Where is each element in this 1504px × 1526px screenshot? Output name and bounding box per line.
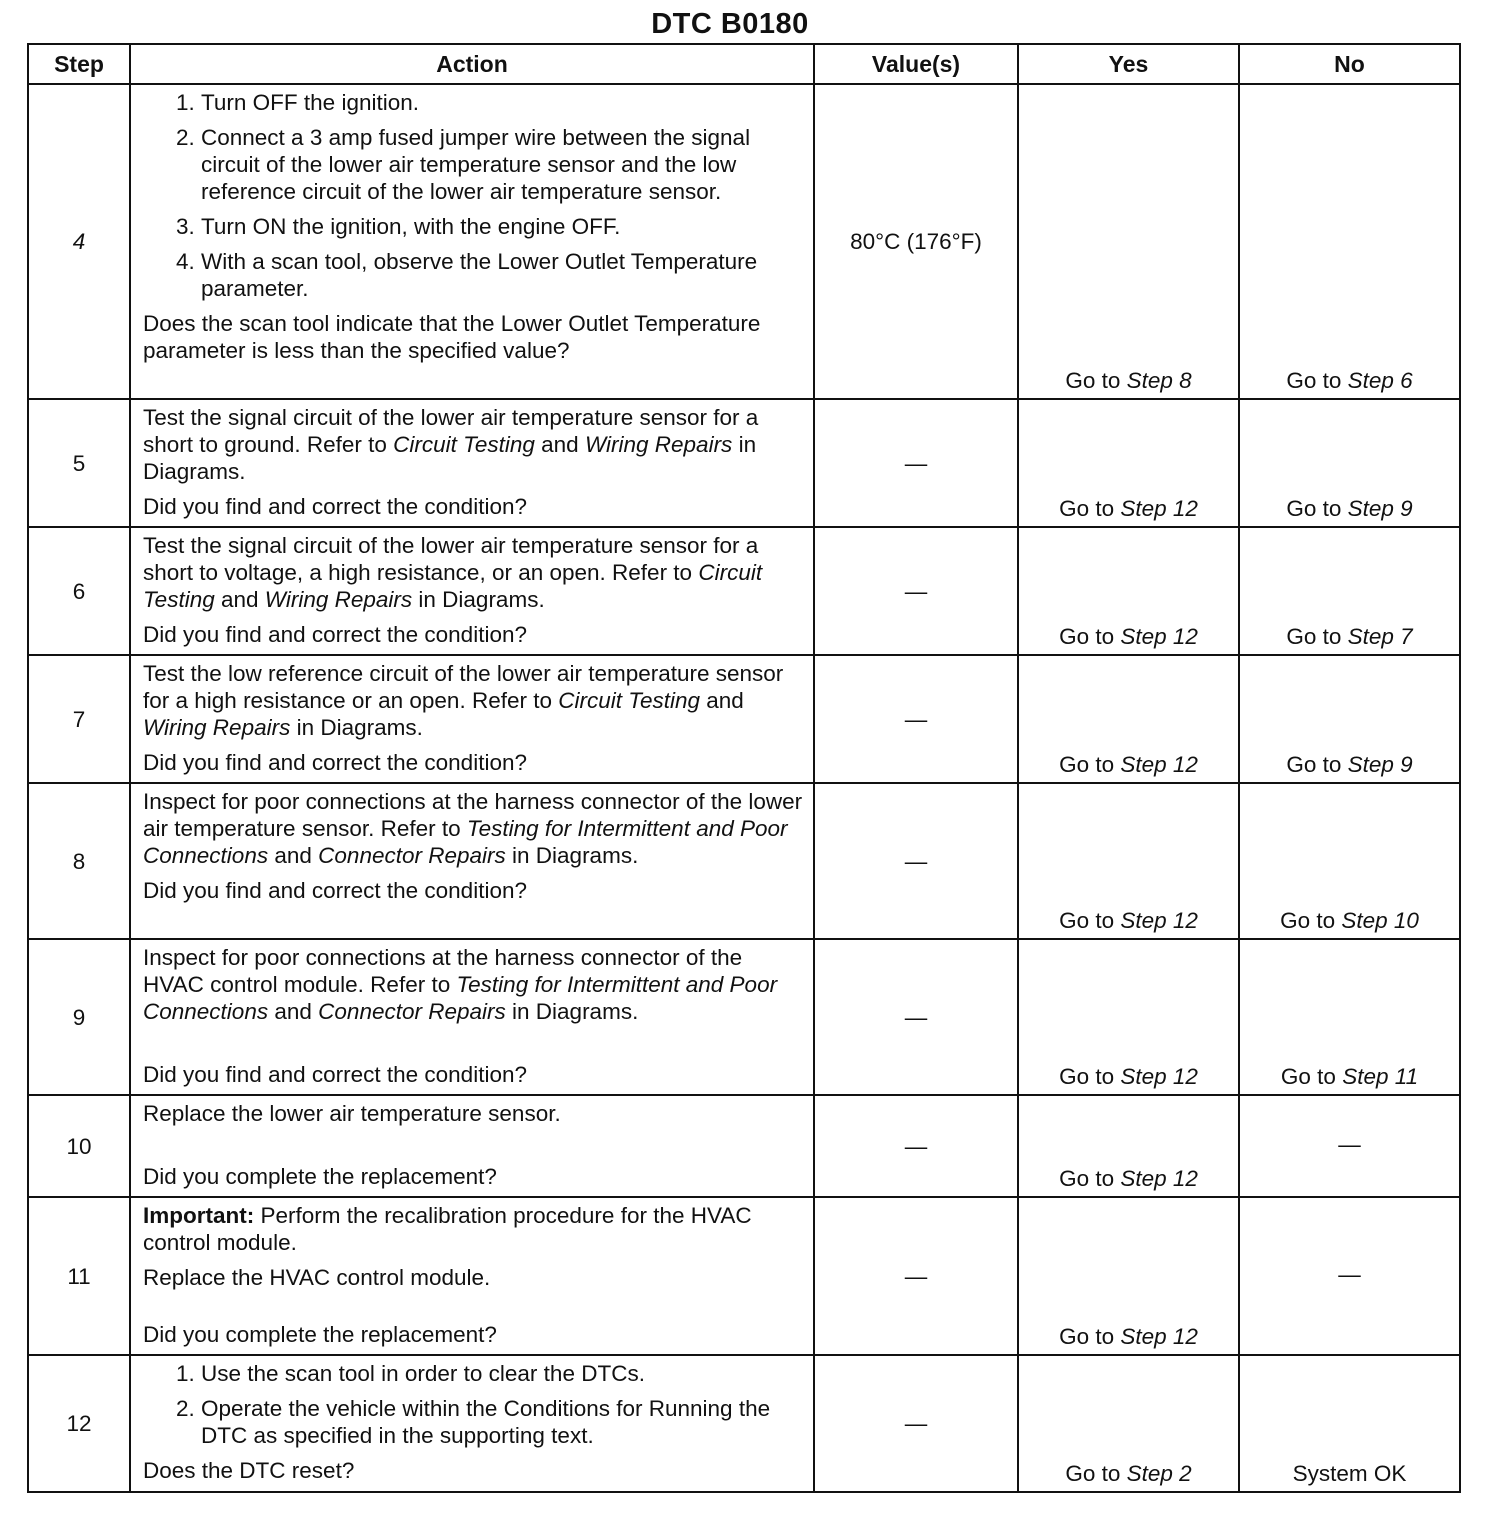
value-cell: — (814, 1355, 1018, 1492)
step-link: Step 12 (1120, 624, 1198, 649)
instruction-text: in Diagrams. (512, 843, 639, 868)
step-link: Step 12 (1120, 1064, 1198, 1089)
step-link: Step 2 (1126, 1461, 1192, 1486)
no-cell (1239, 399, 1460, 527)
important-note (143, 1202, 803, 1256)
instruction (143, 532, 803, 613)
step-number: 4 (28, 84, 130, 399)
goto-prefix: Go to (1286, 624, 1342, 649)
substep-list (143, 89, 803, 302)
question: Did you complete the replacement? (143, 1322, 497, 1347)
reference-wiring-repairs: Wiring Repairs (143, 715, 291, 740)
goto-prefix: Go to (1059, 908, 1115, 933)
goto-prefix: Go to (1065, 1461, 1121, 1486)
question: Did you find and correct the condition? (143, 1062, 527, 1087)
question: Did you find and correct the condition? (143, 622, 527, 647)
instruction-text: Inspect for poor connections at the harness connector of the lower air temperature sensor. Refer to (143, 789, 803, 841)
goto-prefix: Go to (1065, 368, 1121, 393)
instruction-text: and (706, 688, 744, 713)
step-link: Step 12 (1120, 1324, 1198, 1349)
instruction (143, 660, 803, 741)
instruction-text: and (274, 999, 312, 1024)
goto-prefix: Go to (1280, 908, 1336, 933)
yes-cell (1018, 655, 1239, 783)
reference-testing-intermittent: Testing for Intermittent and Poor Connections (143, 816, 788, 868)
no-cell: System OK (1239, 1355, 1460, 1492)
reference-circuit-testing: Circuit Testing (393, 432, 535, 457)
step-link: Step 7 (1347, 624, 1413, 649)
action-cell (130, 527, 814, 655)
step-number: 12 (28, 1355, 130, 1492)
question: Does the scan tool indicate that the Lower Outlet Temperature parameter is less than the specified value? (143, 311, 761, 363)
value-cell: 80°C (176°F) (814, 84, 1018, 399)
yes-cell (1018, 1355, 1239, 1492)
instruction (143, 404, 803, 485)
step-number: 6 (28, 527, 130, 655)
value-cell: — (814, 655, 1018, 783)
action-cell (130, 655, 814, 783)
step-number: 11 (28, 1197, 130, 1355)
reference-circuit-testing: Circuit Testing (143, 560, 763, 612)
substep: 3. Turn ON the ignition, with the engine OFF. (201, 213, 803, 240)
instruction-text: and (541, 432, 579, 457)
dtc-table (27, 43, 1461, 1493)
step-number: 10 (28, 1095, 130, 1197)
header-step: Step (28, 44, 130, 84)
question: Did you find and correct the condition? (143, 494, 527, 519)
step-link: Step 9 (1347, 496, 1413, 521)
instruction-text: and (274, 843, 312, 868)
action-cell (130, 783, 814, 939)
instruction-text: Test the signal circuit of the lower air temperature sensor for a short to voltage, a high resistance, or an open. Refer to (143, 533, 759, 585)
page-title: DTC B0180 (651, 8, 809, 40)
step-number: 5 (28, 399, 130, 527)
table-row (28, 655, 1460, 783)
substep: 2. Operate the vehicle within the Conditions for Running the DTC as specified in the supporting text. (201, 1395, 803, 1449)
yes-cell (1018, 399, 1239, 527)
step-link: Step 12 (1120, 496, 1198, 521)
instruction-text: in Diagrams. (418, 587, 545, 612)
action-cell (130, 1197, 814, 1355)
instruction-text: Test the signal circuit of the lower air temperature sensor for a short to ground. Refer to (143, 405, 759, 457)
no-cell (1239, 527, 1460, 655)
step-number: 7 (28, 655, 130, 783)
table-row (28, 527, 1460, 655)
value-cell: — (814, 527, 1018, 655)
substep-list (143, 1360, 803, 1449)
goto-prefix: Go to (1059, 496, 1115, 521)
yes-cell (1018, 1197, 1239, 1355)
table-row (28, 84, 1460, 399)
question: Does the DTC reset? (143, 1458, 355, 1483)
step-number: 9 (28, 939, 130, 1095)
instruction: Replace the HVAC control module. (143, 1265, 491, 1290)
instruction-text: Inspect for poor connections at the harness connector of the HVAC control module. Refer to (143, 945, 743, 997)
header-action: Action (130, 44, 814, 84)
no-cell: — (1239, 1095, 1460, 1197)
instruction-text: in Diagrams. (296, 715, 423, 740)
reference-connector-repairs: Connector Repairs (318, 843, 506, 868)
header-row (28, 44, 1460, 84)
instruction-text: and (220, 587, 259, 612)
value-cell: — (814, 1197, 1018, 1355)
goto-prefix: Go to (1286, 496, 1342, 521)
yes-cell (1018, 783, 1239, 939)
no-cell (1239, 939, 1460, 1095)
goto-prefix: Go to (1059, 624, 1115, 649)
action-cell (130, 1355, 814, 1492)
yes-cell (1018, 939, 1239, 1095)
goto-prefix: Go to (1059, 1166, 1115, 1191)
header-yes: Yes (1018, 44, 1239, 84)
goto-prefix: Go to (1059, 1324, 1115, 1349)
step-link: Step 9 (1347, 752, 1413, 777)
no-cell: — (1239, 1197, 1460, 1355)
substep: 4. With a scan tool, observe the Lower Outlet Temperature parameter. (201, 248, 803, 302)
step-link: Step 8 (1126, 368, 1192, 393)
reference-wiring-repairs: Wiring Repairs (264, 587, 413, 612)
important-text: Perform the recalibration procedure for the HVAC control module. (143, 1203, 752, 1255)
table-row (28, 1197, 1460, 1355)
action-cell (130, 1095, 814, 1197)
step-link: Step 10 (1341, 908, 1419, 933)
yes-cell (1018, 527, 1239, 655)
substep: 1. Use the scan tool in order to clear the DTCs. (201, 1360, 803, 1387)
substep: 2. Connect a 3 amp fused jumper wire between the signal circuit of the lower air temperature sensor and the low reference circuit of the lower air temperature sensor. (201, 124, 803, 205)
instruction-text: in Diagrams. (143, 432, 757, 484)
header-no: No (1239, 44, 1460, 84)
table-row (28, 399, 1460, 527)
instruction (143, 944, 803, 1025)
goto-prefix: Go to (1280, 1064, 1336, 1089)
step-link: Step 11 (1342, 1064, 1419, 1089)
goto-prefix: Go to (1059, 1064, 1115, 1089)
action-cell (130, 84, 814, 399)
action-cell (130, 399, 814, 527)
substep: 1. Turn OFF the ignition. (201, 89, 803, 116)
table-row (28, 1355, 1460, 1492)
instruction (143, 788, 803, 869)
goto-prefix: Go to (1286, 368, 1342, 393)
yes-cell (1018, 84, 1239, 399)
goto-prefix: Go to (1059, 752, 1115, 777)
no-cell (1239, 655, 1460, 783)
reference-wiring-repairs: Wiring Repairs (584, 432, 733, 457)
yes-cell (1018, 1095, 1239, 1197)
instruction: Replace the lower air temperature sensor. (143, 1101, 561, 1126)
value-cell: — (814, 1095, 1018, 1197)
step-number: 8 (28, 783, 130, 939)
step-link: Step 12 (1120, 908, 1198, 933)
no-cell (1239, 84, 1460, 399)
instruction-text: in Diagrams. (512, 999, 639, 1024)
table-row (28, 1095, 1460, 1197)
value-cell: — (814, 399, 1018, 527)
no-cell (1239, 783, 1460, 939)
reference-circuit-testing: Circuit Testing (558, 688, 700, 713)
step-link: Step 6 (1347, 368, 1413, 393)
question: Did you find and correct the condition? (143, 750, 527, 775)
value-cell: — (814, 783, 1018, 939)
table-row (28, 783, 1460, 939)
value-cell: — (814, 939, 1018, 1095)
instruction-text: Test the low reference circuit of the lower air temperature sensor for a high resistance or an open. Refer to (143, 661, 784, 713)
header-values: Value(s) (814, 44, 1018, 84)
step-link: Step 12 (1120, 752, 1198, 777)
step-link: Step 12 (1120, 1166, 1198, 1191)
reference-connector-repairs: Connector Repairs (318, 999, 506, 1024)
question: Did you find and correct the condition? (143, 878, 527, 903)
reference-testing-intermittent: Testing for Intermittent and Poor Connections (143, 972, 778, 1024)
goto-prefix: Go to (1286, 752, 1342, 777)
table-row (28, 939, 1460, 1095)
question: Did you complete the replacement? (143, 1164, 497, 1189)
important-label: Important: (143, 1203, 255, 1228)
action-cell (130, 939, 814, 1095)
